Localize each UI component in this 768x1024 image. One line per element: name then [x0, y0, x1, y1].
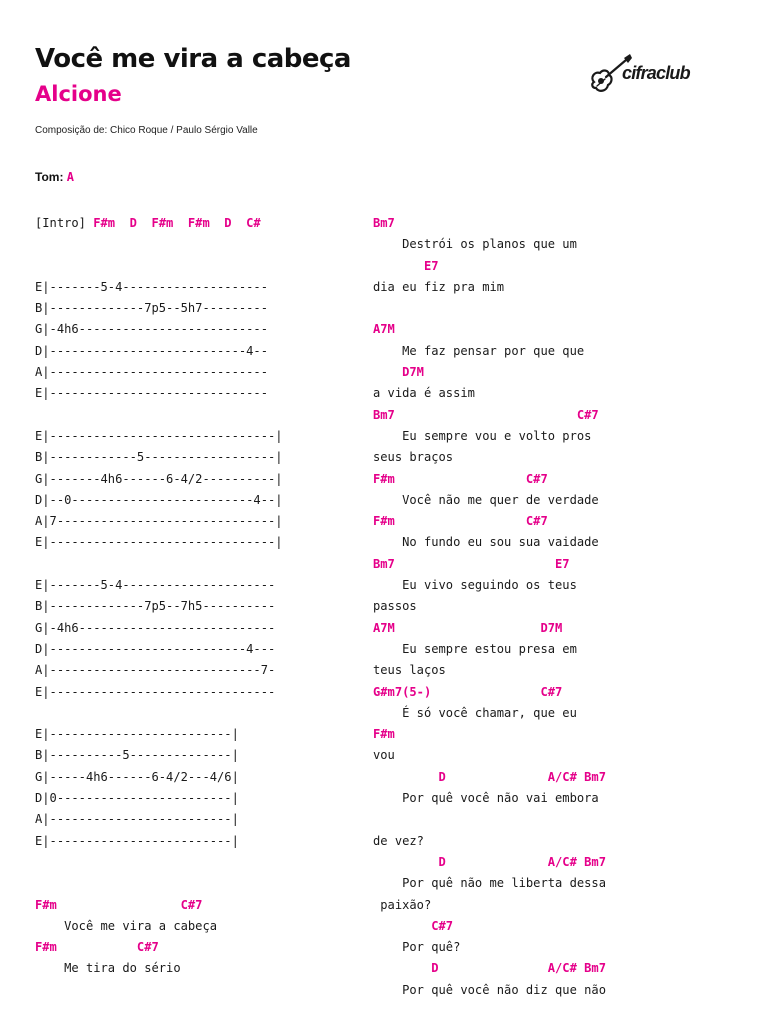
tab-line: A|7------------------------------| — [35, 514, 283, 529]
lyric-line: Por quê você não vai embora — [373, 791, 599, 806]
lyric-line: Me faz pensar por que que — [373, 343, 585, 358]
lyric-line: Eu vivo seguindo os teus — [373, 578, 577, 593]
chord-line[interactable]: F#m C#7 — [373, 471, 548, 486]
tab-line: D|--0-------------------------4--| — [35, 492, 283, 507]
lyric-line: Por quê não me liberta dessa — [373, 876, 606, 891]
lyric-line: Você me vira a cabeça — [35, 918, 218, 933]
lyric-line: Por quê você não diz que não — [373, 982, 606, 997]
lyric-line: Eu sempre estou presa em — [373, 641, 577, 656]
lyric-line: Eu sempre vou e volto pros — [373, 428, 592, 443]
chord-sheet-right-column — [373, 213, 745, 1001]
chord-line[interactable]: A7M D7M — [373, 620, 563, 635]
lyric-line: dia eu fiz pra mim — [373, 279, 505, 294]
key-value[interactable]: A — [66, 170, 75, 184]
lyric-line: teus laços — [373, 663, 446, 678]
song-title: Você me vira a cabeça — [35, 44, 351, 74]
chord-line[interactable]: D A/C# Bm7 — [373, 854, 606, 869]
chord-line[interactable]: Bm7 — [373, 216, 395, 230]
blank-line — [373, 298, 745, 319]
tab-line: B|----------5--------------| — [35, 748, 239, 763]
chord-sheet-left-column — [35, 213, 355, 980]
tab-line: E|------------------------------- — [35, 684, 276, 699]
intro-line — [35, 213, 355, 234]
tab-line: B|------------5------------------| — [35, 450, 283, 465]
chord-line[interactable]: G#m7(5-) C#7 — [373, 684, 563, 699]
tab-line: E|-------------------------------| — [35, 535, 283, 550]
intro-chords[interactable]: F#m D F#m F#m D C# — [93, 216, 261, 230]
tab-line: B|-------------7p5--5h7--------- — [35, 301, 268, 316]
blank-line — [35, 234, 355, 255]
tab-line: A|-------------------------| — [35, 812, 239, 827]
lyric-line: a vida é assim — [373, 386, 475, 401]
cifraclub-logo[interactable] — [588, 50, 704, 100]
blank-line — [373, 809, 745, 830]
chord-line[interactable]: D A/C# Bm7 — [373, 769, 606, 784]
lyric-line: vou — [373, 748, 395, 763]
chord-line[interactable]: F#m C#7 — [35, 897, 203, 912]
blank-line — [35, 405, 355, 426]
lyric-line: paixão? — [373, 897, 432, 912]
chord-line[interactable]: Bm7 C#7 — [373, 407, 599, 422]
chord-line[interactable]: Bm7 E7 — [373, 556, 570, 571]
tab-line: G|-----4h6------6-4/2---4/6| — [35, 769, 239, 784]
lyric-line: Você não me quer de verdade — [373, 492, 599, 507]
tab-line: A|-----------------------------7- — [35, 663, 276, 678]
chord-line[interactable]: F#m C#7 — [373, 514, 548, 529]
lyric-line: No fundo eu sou sua vaidade — [373, 535, 599, 550]
tab-line: G|-4h6--------------------------- — [35, 620, 276, 635]
tab-line: D|0------------------------| — [35, 791, 239, 806]
tab-line: E|-------------------------| — [35, 833, 239, 848]
tab-line: D|---------------------------4--- — [35, 641, 276, 656]
blank-line — [35, 703, 355, 724]
chord-line[interactable]: F#m — [373, 727, 395, 742]
tab-line: E|-------5-4--------------------- — [35, 578, 276, 593]
composition-credits: Composição de: Chico Roque / Paulo Sérgio Valle — [35, 125, 258, 136]
blank-line — [35, 256, 355, 277]
lyric-line: de vez? — [373, 833, 424, 848]
lyric-line: Por quê? — [373, 940, 461, 955]
chord-line[interactable]: D7M — [373, 365, 424, 380]
artist-link[interactable]: Alcione — [35, 82, 122, 106]
tab-line: E|-------5-4-------------------- — [35, 279, 268, 294]
chord-line[interactable]: E7 — [373, 258, 439, 273]
lyric-line: Me tira do sério — [35, 961, 181, 976]
intro-label: [Intro] — [35, 216, 94, 230]
logo-text: cifraclub — [622, 63, 690, 83]
tab-line: G|-4h6-------------------------- — [35, 322, 268, 337]
tab-line: A|------------------------------ — [35, 365, 268, 380]
blank-line — [35, 554, 355, 575]
chord-line[interactable]: A7M — [373, 322, 395, 337]
tab-line: E|------------------------------ — [35, 386, 268, 401]
chord-line[interactable]: C#7 — [373, 918, 454, 933]
lyric-line: É só você chamar, que eu — [373, 705, 577, 720]
lyric-line: Destrói os planos que um — [373, 237, 577, 252]
tab-line: D|---------------------------4-- — [35, 343, 268, 358]
lyric-line: passos — [373, 599, 417, 614]
tab-line: B|-------------7p5--7h5---------- — [35, 599, 276, 614]
key-indicator — [35, 170, 74, 184]
tab-line: G|-------4h6------6-4/2----------| — [35, 471, 283, 486]
chord-line[interactable]: F#m C#7 — [35, 940, 159, 955]
tab-line: E|-------------------------| — [35, 727, 239, 742]
chord-line[interactable]: D A/C# Bm7 — [373, 961, 606, 976]
blank-line — [35, 852, 355, 873]
lyric-line: seus braços — [373, 450, 454, 465]
tab-line: E|-------------------------------| — [35, 428, 283, 443]
key-label: Tom: — [35, 170, 67, 184]
blank-line — [35, 873, 355, 894]
